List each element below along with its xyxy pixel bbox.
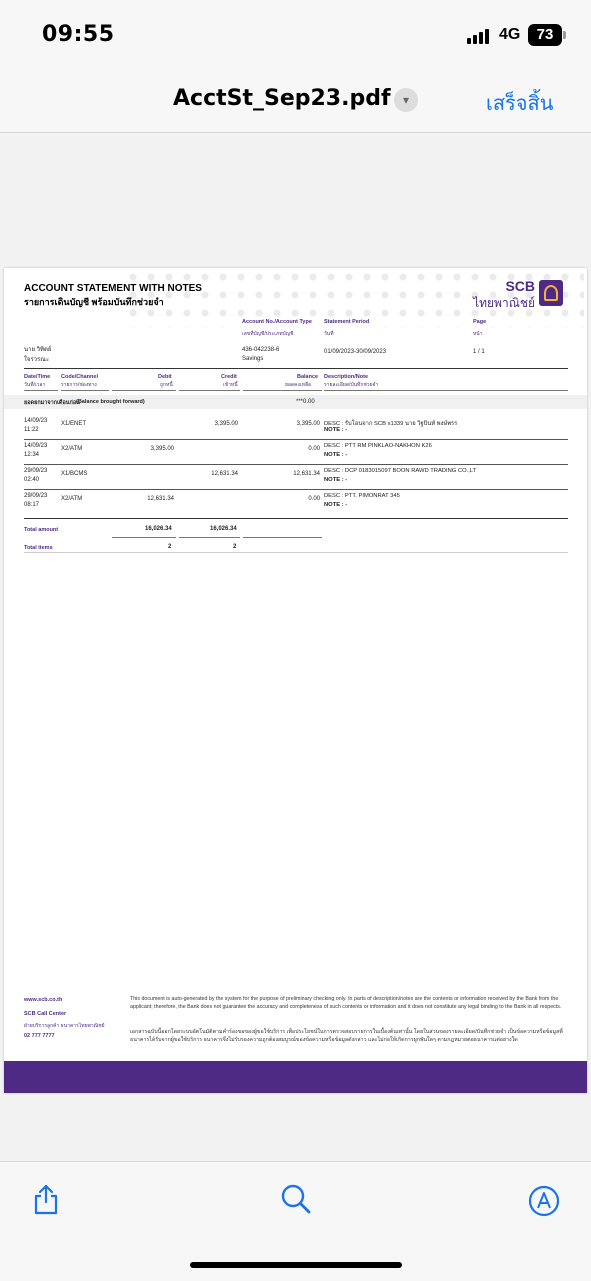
col-rule xyxy=(324,390,568,391)
row-code: X2/ATM xyxy=(61,446,83,452)
total-debit-items: 2 xyxy=(168,544,172,550)
brought-forward-value: ***0.00 xyxy=(296,399,315,405)
account-label: Account No./Account Type xyxy=(242,319,312,325)
nav-bar xyxy=(0,70,591,133)
row-date: 14/09/23 xyxy=(24,443,48,449)
row-debit: 12,631.34 xyxy=(147,496,174,502)
row-date: 29/09/23 xyxy=(24,468,48,474)
chevron-down-icon[interactable]: ▾ xyxy=(394,88,418,112)
total-items-rule xyxy=(24,552,568,553)
row-time: 11:22 xyxy=(24,427,39,433)
disclaimer-th: เอกสารฉบับนี้ออกโดยระบบอัตโนมัติตามคำร้องขอของผู้ขอใช้บริการ เพื่อประโยชน์ในการตรวจสอบรายการในเบื้องต้นเท่านั้น โดยในส่วนของรายละเอียด/บันทึกช่วยจำ เป็นข้อความหรือข้อมูลที่ธนาคารได้รับจากผู้ขอใช้บริการ ธนาคารจึงไม่รับรองความถูกต้องสมบูรณ์ของข้อความหรือข้อมูลดังกล่าว และไม่ก่อให้เกิดการผูกพันใดๆ ตามกฎหมายต่อธนาคารแต่อย่างใด xyxy=(130,1029,563,1043)
customer-name: นาย วิทิตย์ xyxy=(24,347,52,353)
row-time: 08:17 xyxy=(24,502,40,508)
totals-rule xyxy=(24,518,568,519)
header-rule xyxy=(24,368,568,369)
total-debit: 16,026.34 xyxy=(145,526,172,532)
row-code: X1/ENET xyxy=(61,421,87,427)
col-date: Date/Time xyxy=(24,374,51,380)
row-balance: 3,395.00 xyxy=(296,421,320,427)
total-rule xyxy=(243,537,322,538)
page-label-th: หน้า xyxy=(473,331,483,337)
row-balance: 0.00 xyxy=(308,496,320,502)
call-center-label: SCB Call Center xyxy=(24,1011,67,1017)
row-note: NOTE : - xyxy=(324,427,348,433)
col-rule xyxy=(112,390,176,391)
home-indicator[interactable] xyxy=(190,1262,402,1268)
total-credit: 16,026.34 xyxy=(210,526,237,532)
total-rule xyxy=(179,537,240,538)
col-rule xyxy=(179,390,240,391)
pdf-page xyxy=(4,268,587,1093)
page-number: 1 / 1 xyxy=(473,349,485,355)
row-date: 29/09/23 xyxy=(24,493,48,499)
col-code-th: รายการ/ช่องทาง xyxy=(61,382,97,388)
bank-name-th: ไทยพาณิชย์ xyxy=(473,296,535,310)
row-balance: 12,631.34 xyxy=(293,471,320,477)
row-description: DESC : รับโอนจาก SCB x1339 นาย วิฐบินท์ พงษ์พรร xyxy=(324,421,458,427)
row-balance: 0.00 xyxy=(308,446,320,452)
col-code: Code/Channel xyxy=(61,374,98,380)
row-note: NOTE : - xyxy=(324,452,348,458)
signal-icon xyxy=(467,28,493,44)
account-type: Savings xyxy=(242,356,264,362)
statement-period: 01/09/2023-30/09/2023 xyxy=(324,349,387,355)
row-credit: 12,631.34 xyxy=(211,471,238,477)
markup-icon[interactable] xyxy=(527,1184,561,1218)
col-rule xyxy=(243,390,322,391)
brought-forward-en: (Balance brought forward) xyxy=(76,399,145,405)
col-credit-th: เข้าหนี้ xyxy=(223,382,238,388)
period-label-th: วันที่ xyxy=(324,331,334,337)
done-button[interactable]: เสร็จสิ้น xyxy=(486,93,554,115)
row-note: NOTE : - xyxy=(324,502,348,508)
row-description: DESC : DCP 0183015097 BOON RAWD TRADING CO.,LT xyxy=(324,468,477,474)
search-icon[interactable] xyxy=(279,1182,313,1216)
row-debit: 3,395.00 xyxy=(150,446,174,452)
footer-band xyxy=(4,1061,587,1093)
row-code: X2/ATM xyxy=(61,496,83,502)
col-balance: Balance xyxy=(297,374,319,380)
call-center-th: ฝ่ายบริการลูกค้า ธนาคารไทยพาณิชย์ xyxy=(24,1023,105,1029)
col-credit: Credit xyxy=(221,374,237,380)
row-rule xyxy=(24,439,568,440)
row-note: NOTE : - xyxy=(324,477,348,483)
row-credit: 3,395.00 xyxy=(214,421,238,427)
statement-title-th: รายการเดินบัญชี พร้อมบันทึกช่วยจำ xyxy=(24,297,164,307)
brought-forward-label: ยอดยกมาจากเดือนก่อน xyxy=(24,400,80,406)
row-time: 02:40 xyxy=(24,477,40,483)
battery-tip xyxy=(563,31,566,39)
row-date: 14/09/23 xyxy=(24,418,48,424)
total-credit-items: 2 xyxy=(233,544,237,550)
col-rule xyxy=(24,390,58,391)
share-icon[interactable] xyxy=(29,1182,63,1216)
total-items-label: Total items xyxy=(24,545,53,551)
total-rule xyxy=(112,537,176,538)
website-link[interactable]: www.scb.co.th xyxy=(24,997,63,1003)
pdf-viewer[interactable] xyxy=(0,133,591,1161)
customer-surname: ใจรวรณะ xyxy=(24,357,50,363)
col-debit-th: ถูกหนี้ xyxy=(160,382,173,388)
row-code: X1/BCMS xyxy=(61,471,88,477)
total-amount-label: Total amount xyxy=(24,527,59,533)
status-bar xyxy=(0,0,591,70)
account-number: 436-042238-6 xyxy=(242,347,280,353)
disclaimer-en: This document is auto-generated by the system for the purpose of preliminary checking only. In parts of description/notes are the contents or information received by the Bank from the applicant; therefore, the Bank does not guarantee the accuracy and completeness of such contents or information and it does not constitute any legal binding to the Bank in all respects. xyxy=(130,996,562,1010)
col-debit: Debit xyxy=(158,374,172,380)
account-label-th: เลขที่บัญชี/ประเภทบัญชี xyxy=(242,331,294,337)
row-description: DESC : PTT RM PINKLAO-NAKHON K26 xyxy=(324,443,432,449)
bank-name: SCB xyxy=(505,278,535,294)
col-date-th: วันที่/เวลา xyxy=(24,382,46,388)
row-rule xyxy=(24,464,568,465)
col-description: Description/Note xyxy=(324,374,369,380)
statement-title: ACCOUNT STATEMENT WITH NOTES xyxy=(24,283,202,294)
period-label: Statement Period xyxy=(324,319,370,325)
status-time: 09:55 xyxy=(42,22,115,47)
row-rule xyxy=(24,489,568,490)
col-balance-th: ยอดคงเหลือ xyxy=(285,382,312,388)
row-description: DESC : PTT. PIMONRAT 345 xyxy=(324,493,400,499)
document-title[interactable]: AcctSt_Sep23.pdf xyxy=(173,86,391,111)
scb-emblem-icon xyxy=(539,280,563,306)
network-type: 4G xyxy=(499,26,521,43)
col-rule xyxy=(61,390,109,391)
battery-icon: 73 xyxy=(528,24,562,46)
row-time: 12:34 xyxy=(24,452,40,458)
page-label: Page xyxy=(473,319,487,325)
col-description-th: รายละเอียด/บันทึกช่วยจำ xyxy=(324,382,379,388)
call-center-phone[interactable]: 02 777 7777 xyxy=(24,1033,55,1039)
